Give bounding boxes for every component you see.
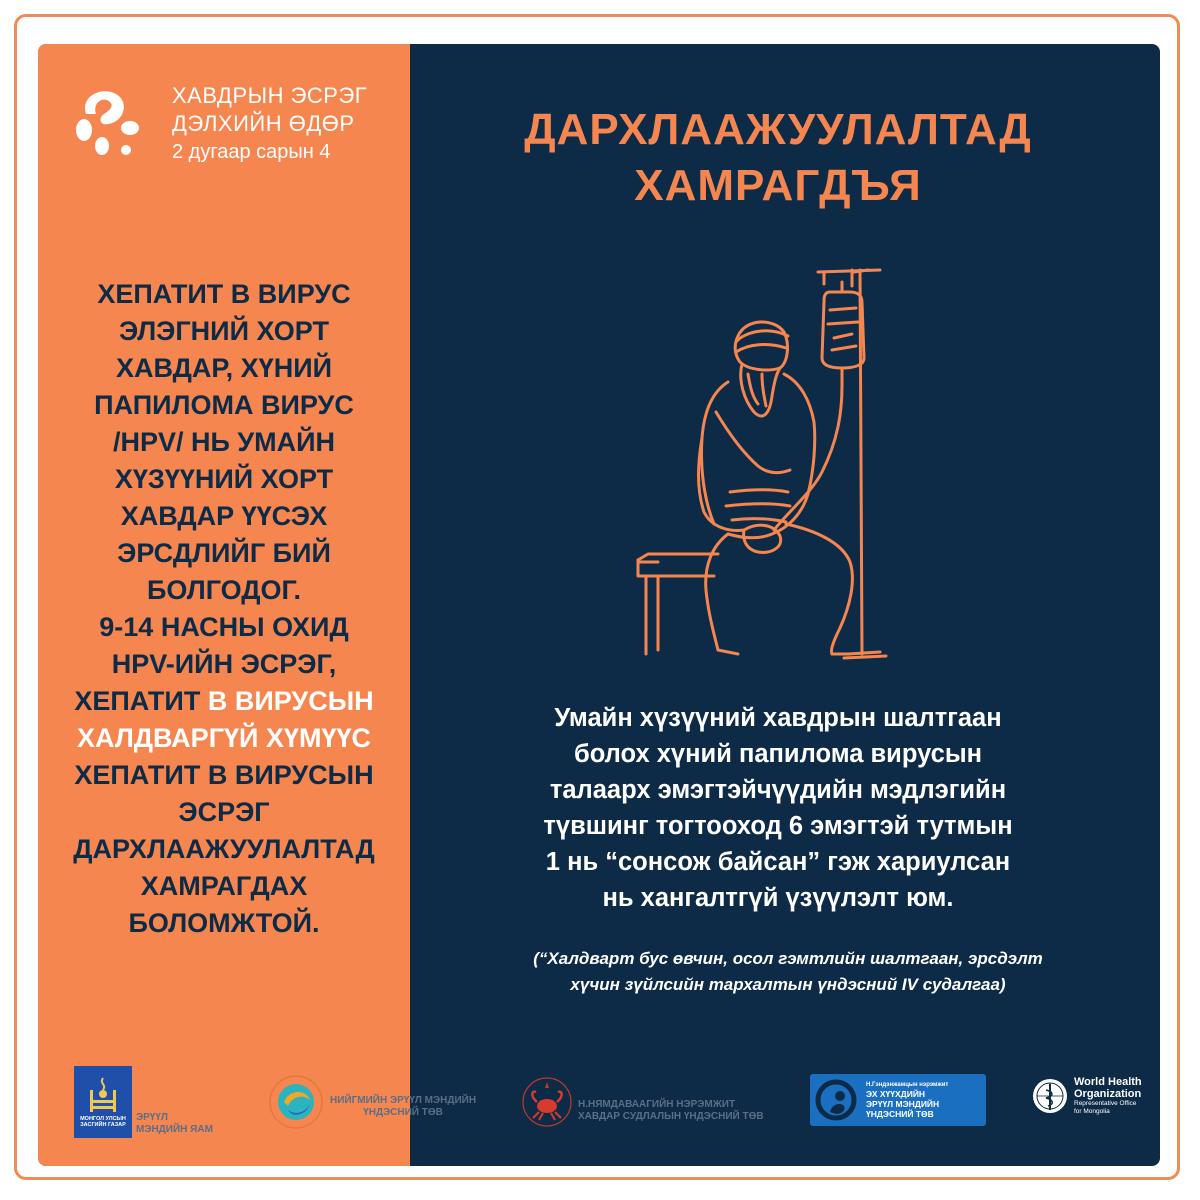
- left-line: ДАРХЛААЖУУЛАЛТАД: [73, 834, 375, 864]
- main-line: нь хангалтгүй үзүүлэлт юм.: [602, 884, 954, 912]
- partner-logos: [38, 1036, 1160, 1166]
- left-panel: [38, 44, 410, 1166]
- poster-card: [38, 44, 1160, 1166]
- who-label-line4: for Mongolia: [1074, 1108, 1110, 1115]
- partner-maternal-child-health-center: [810, 1074, 986, 1126]
- left-line: БОЛГОДОГ.: [147, 575, 301, 605]
- left-line: ХҮЗҮҮНИЙ ХОРТ: [114, 464, 334, 494]
- campaign-logo-icon: [72, 84, 144, 164]
- emblem-caption: МОНГОЛ УЛСЫН ЗАСГИЙН ГАЗАР: [80, 1116, 126, 1128]
- maternal-label-line2: ЭРҮҮЛ МЭНДИЙН: [866, 1099, 940, 1109]
- main-line: 1 нь “сонсож байсан” гэж хариулсан: [545, 848, 1011, 876]
- left-line: ХАМРАГДАХ: [140, 871, 308, 901]
- iv-patient-illustration: [618, 262, 918, 662]
- campaign-line2: ДЭЛХИЙН ӨДӨР: [172, 111, 355, 136]
- left-line: ПАПИЛОМА ВИРУС: [94, 390, 354, 420]
- maternal-label: [866, 1081, 948, 1119]
- citation-line: (“Халдварт бус өвчин, осол гэмтлийн шалтгаан, эрсдэлт: [533, 949, 1043, 968]
- left-line: ХЕПАТИТ В ВИРУС: [97, 279, 351, 309]
- left-line: ХЕПАТИТ В ВИРУСЫН: [74, 760, 374, 790]
- campaign-date: 2 дугаар сарын 4: [172, 141, 331, 163]
- left-line: БОЛОМЖТОЙ.: [128, 908, 320, 938]
- left-line: ХАВДАР, ХҮНИЙ: [116, 353, 332, 383]
- citation-line: хүчин зүйлсийн тархалтын үндэсний IV судалгаа): [570, 975, 1006, 994]
- who-label-line2: Organization: [1074, 1088, 1142, 1100]
- ministry-label-line2: МЭНДИЙН ЯАМ: [136, 1124, 213, 1135]
- left-line-white-part: В ВИРУСЫН: [207, 686, 374, 716]
- campaign-line1: ХАВДРЫН ЭСРЭГ: [172, 83, 368, 108]
- public-health-label-line2: ҮНДЭСНИЙ ТӨВ: [363, 1107, 443, 1118]
- title-line2: ХАМРАГДЪЯ: [634, 161, 922, 210]
- soyombo-emblem-icon: [74, 1066, 132, 1138]
- mother-child-icon: [810, 1074, 866, 1126]
- partner-who: [1030, 1076, 1142, 1116]
- maternal-label-line3: ҮНДЭСНИЙ ТӨВ: [866, 1109, 934, 1119]
- who-label: [1074, 1076, 1142, 1116]
- left-line: 9-14 НАСНЫ ОХИД: [99, 612, 349, 642]
- cancer-center-crab-icon: [520, 1072, 574, 1132]
- public-health-label: [330, 1095, 476, 1119]
- campaign-heading: [172, 82, 367, 166]
- left-line: /HPV/ НЬ УМАЙН: [112, 427, 336, 457]
- campaign-logo: [72, 84, 144, 164]
- who-label-line3: Representative Office: [1074, 1100, 1137, 1107]
- partner-public-health-center: [266, 1072, 476, 1132]
- ministry-label-line1: ЭРҮҮЛ: [136, 1112, 168, 1123]
- poster-title: [438, 102, 1118, 214]
- left-line-mixed: [38, 683, 410, 720]
- public-health-logo-icon: [266, 1072, 326, 1132]
- source-citation: [448, 946, 1128, 998]
- cancer-center-label-line2: ХАВДАР СУДЛАЛЫН ҮНДЭСНИЙ ТӨВ: [578, 1111, 764, 1122]
- cancer-center-label: [578, 1099, 764, 1123]
- maternal-label-line0: Н.Гэндэнжамцын нэрэмжит: [866, 1082, 949, 1088]
- left-line: ЭЛЭГНИЙ ХОРТ: [119, 316, 329, 346]
- who-label-line1: World Health: [1074, 1076, 1142, 1088]
- main-line: түвшинг тогтооход 6 эмэгтэй тутмын: [543, 812, 1013, 840]
- ministry-label: [136, 1112, 213, 1136]
- left-line: HPV-ИЙН ЭСРЭГ,: [111, 649, 337, 679]
- left-line: ХАВДАР ҮҮСЭХ: [120, 501, 328, 531]
- main-line: Умайн хүзүүний хавдрын шалтгаан: [554, 704, 1002, 732]
- left-line-white: ХАЛДВАРГҮЙ ХҮМҮҮС: [77, 723, 371, 753]
- public-health-label-line1: НИЙГМИЙН ЭРҮҮЛ МЭНДИЙН: [330, 1095, 477, 1106]
- statistic-message: [448, 700, 1108, 916]
- main-line: талаарх эмэгтэйчүүдийн мэдлэгийн: [549, 776, 1007, 804]
- left-line: ЭРСДЛИЙГ БИЙ: [117, 538, 331, 568]
- who-emblem-icon: [1030, 1076, 1070, 1116]
- title-line1: ДАРХЛААЖУУЛАЛТАД: [524, 105, 1032, 154]
- left-line-dark-part: ХЕПАТИТ: [74, 686, 208, 716]
- partner-ministry-of-health: [74, 1066, 213, 1138]
- left-line: ЭСРЭГ: [178, 797, 270, 827]
- cancer-center-label-line1: Н.НЯМДАВААГИЙН НЭРЭМЖИТ: [578, 1099, 736, 1110]
- maternal-label-line1: ЭХ ХҮҮХДИЙН: [866, 1089, 926, 1099]
- iv-patient-icon: [618, 262, 918, 662]
- partner-national-cancer-center: [520, 1072, 764, 1132]
- main-line: болох хүний папилома вирусын: [573, 740, 983, 768]
- left-message: [38, 276, 410, 942]
